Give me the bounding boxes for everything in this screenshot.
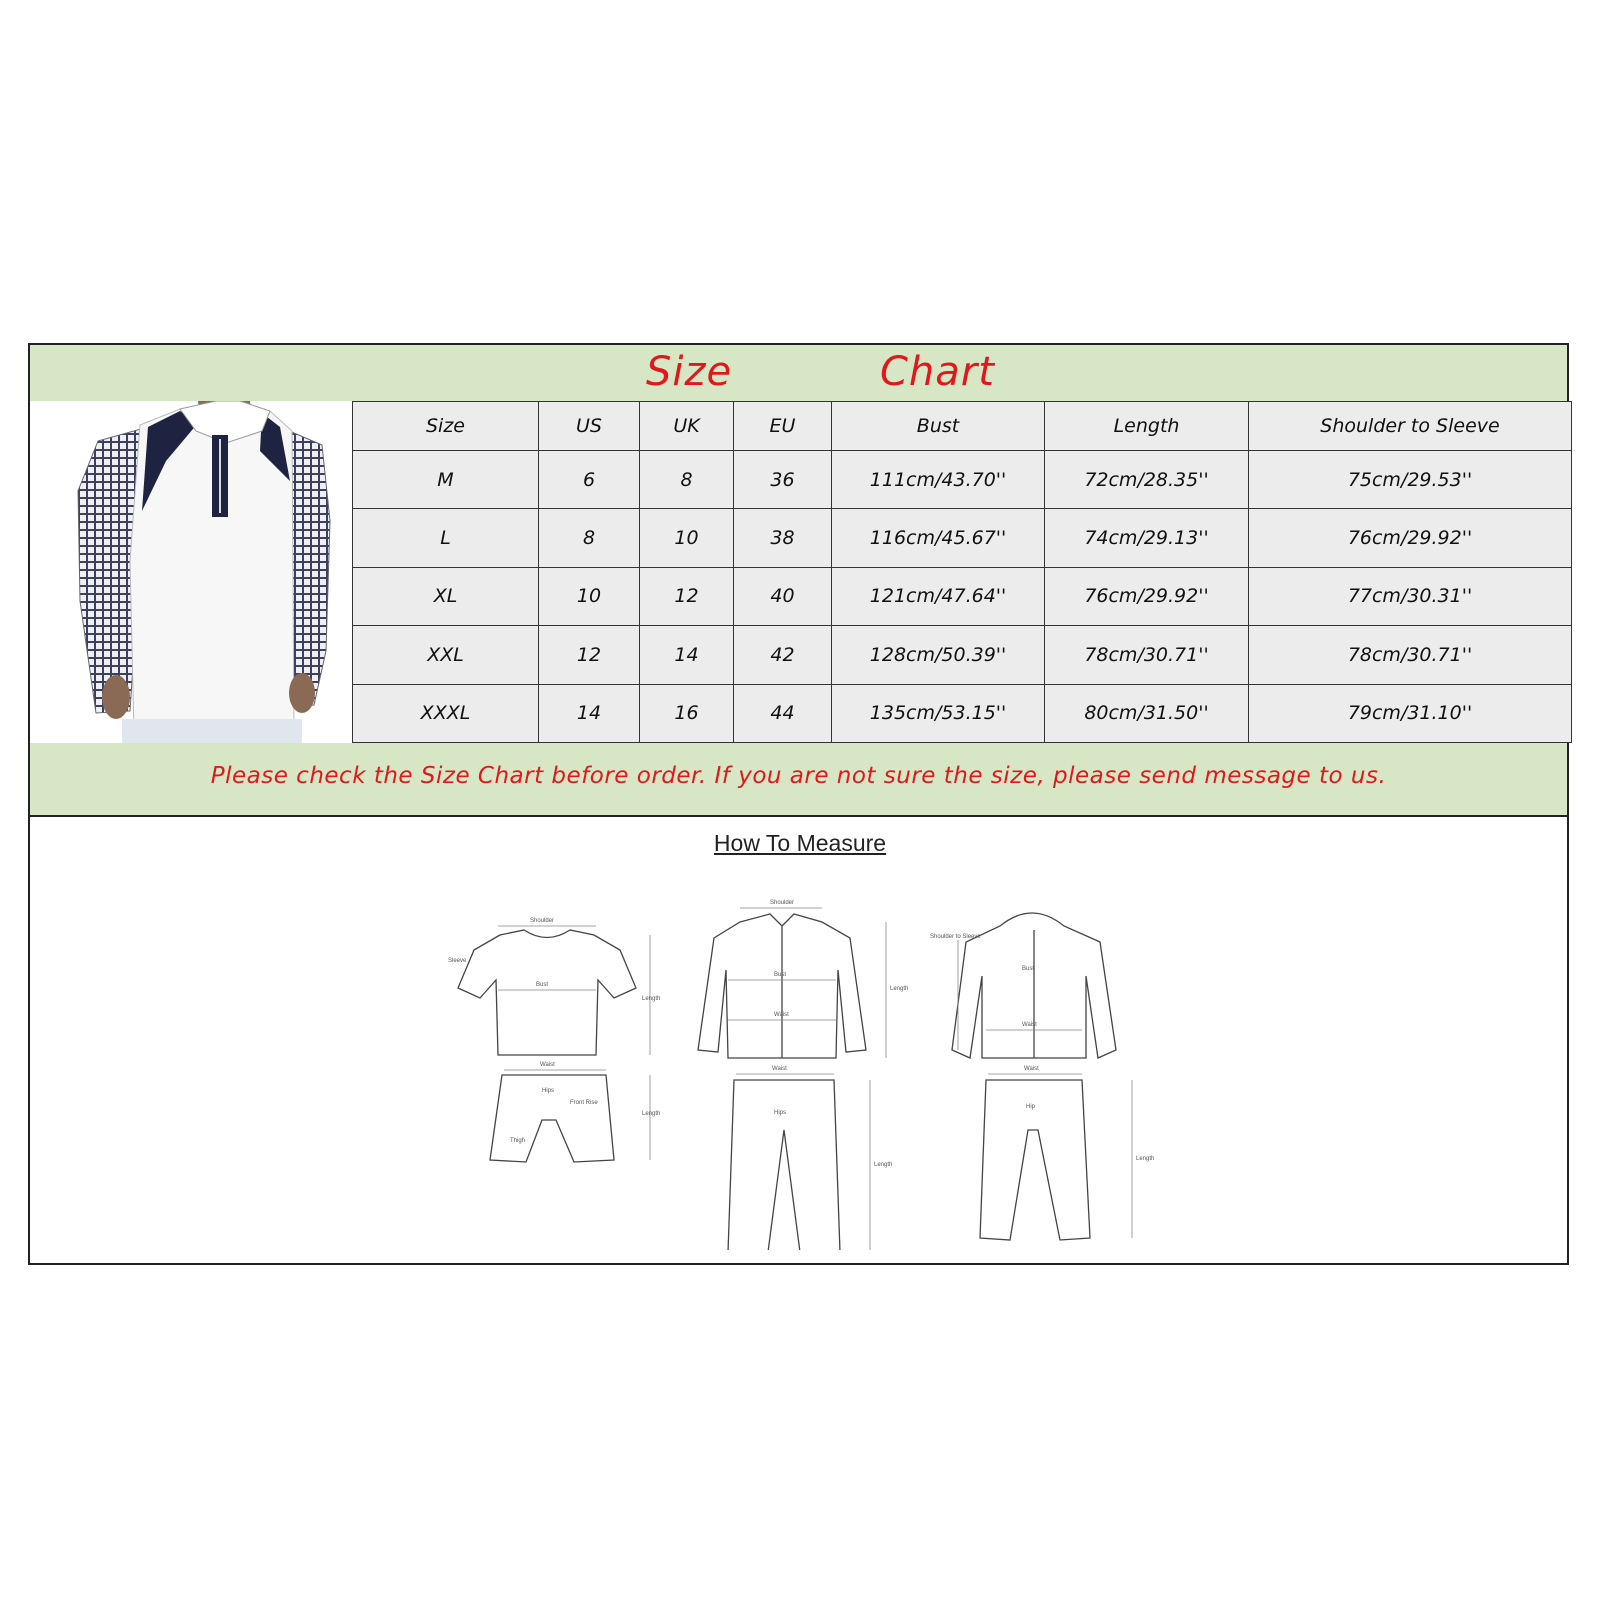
cell-shoulder-to-sleeve: 75cm/29.53'' [1249, 451, 1572, 509]
label-bust: Bust [536, 982, 549, 988]
cell-length: 76cm/29.92'' [1045, 567, 1249, 625]
cell-uk: 10 [640, 509, 734, 567]
label-sleeve: Sleeve [448, 958, 467, 964]
cell-us: 6 [539, 451, 640, 509]
header-us: US [539, 402, 640, 451]
order-note: Please check the Size Chart before order. If you are not sure the size, please send message to us. [210, 763, 1387, 789]
cell-us: 8 [539, 509, 640, 567]
cell-uk: 16 [640, 684, 734, 742]
label-waist-hoodie: Waist [1022, 1022, 1037, 1028]
label-length-joggers: Length [1136, 1156, 1155, 1162]
label-shoulder-shirt: Shoulder [770, 900, 795, 906]
trousers-icon [728, 1080, 840, 1250]
polo-shirt-icon [30, 401, 352, 743]
table-row [353, 509, 1572, 567]
label-shoulder: Shoulder [530, 918, 555, 924]
table-row [353, 684, 1572, 742]
how-to-measure [410, 830, 1190, 1250]
cell-bust: 111cm/43.70'' [832, 451, 1045, 509]
table-row [353, 567, 1572, 625]
cell-eu: 36 [734, 451, 832, 509]
product-photo [30, 401, 352, 743]
cell-uk: 12 [640, 567, 734, 625]
cell-length: 72cm/28.35'' [1045, 451, 1249, 509]
cell-shoulder-to-sleeve: 77cm/30.31'' [1249, 567, 1572, 625]
cell-size: M [353, 451, 539, 509]
table-row [353, 451, 1572, 509]
title-band [30, 345, 1567, 401]
cell-length: 80cm/31.50'' [1045, 684, 1249, 742]
label-bust-hoodie: Bust [1022, 966, 1035, 972]
cell-shoulder-to-sleeve: 79cm/31.10'' [1249, 684, 1572, 742]
label-waist-shirt: Waist [774, 1012, 789, 1018]
label-length-shorts: Length [642, 1111, 661, 1117]
label-hips: Hips [542, 1088, 555, 1094]
measure-title: How To Measure [713, 830, 887, 856]
tshirt-icon [458, 930, 636, 1055]
cell-bust: 135cm/53.15'' [832, 684, 1045, 742]
label-waist-trousers: Waist [772, 1066, 787, 1072]
label-length-trousers: Length [874, 1162, 893, 1168]
cell-uk: 14 [640, 626, 734, 684]
cell-size: XL [353, 567, 539, 625]
label-shoulder-to-sleeve: Shoulder to Sleeve [930, 934, 981, 940]
table-header-row [353, 402, 1572, 451]
label-length-shirt: Length [890, 986, 909, 992]
table-row [353, 626, 1572, 684]
cell-eu: 38 [734, 509, 832, 567]
cell-bust: 128cm/50.39'' [832, 626, 1045, 684]
cell-shoulder-to-sleeve: 76cm/29.92'' [1249, 509, 1572, 567]
title-size: Size [646, 349, 733, 395]
label-hip-joggers: Hip [1026, 1104, 1036, 1110]
cell-us: 10 [539, 567, 640, 625]
label-hips-trousers: Hips [774, 1110, 787, 1116]
header-eu: EU [734, 402, 832, 451]
cell-eu: 42 [734, 626, 832, 684]
cell-length: 74cm/29.13'' [1045, 509, 1249, 567]
cell-uk: 8 [640, 451, 734, 509]
header-size: Size [353, 402, 539, 451]
cell-bust: 116cm/45.67'' [832, 509, 1045, 567]
header-bust: Bust [832, 402, 1045, 451]
cell-size: XXXL [353, 684, 539, 742]
label-length: Length [642, 996, 661, 1002]
label-waist-joggers: Waist [1024, 1066, 1039, 1072]
cell-us: 14 [539, 684, 640, 742]
cell-bust: 121cm/47.64'' [832, 567, 1045, 625]
title-chart: Chart [880, 349, 995, 395]
cell-eu: 44 [734, 684, 832, 742]
note-band [30, 743, 1567, 817]
cell-shoulder-to-sleeve: 78cm/30.71'' [1249, 626, 1572, 684]
label-front-rise: Front Rise [570, 1100, 598, 1106]
cell-eu: 40 [734, 567, 832, 625]
header-shoulder-to-sleeve: Shoulder to Sleeve [1249, 402, 1572, 451]
label-waist: Waist [540, 1062, 555, 1068]
size-chart-frame [28, 343, 1569, 1265]
header-uk: UK [640, 402, 734, 451]
measure-diagrams [410, 830, 1190, 1250]
cell-us: 12 [539, 626, 640, 684]
cell-size: XXL [353, 626, 539, 684]
label-thigh: Thigh [510, 1138, 526, 1144]
size-table [352, 401, 1572, 743]
header-length: Length [1045, 402, 1249, 451]
cell-size: L [353, 509, 539, 567]
label-bust-shirt: Bust [774, 972, 787, 978]
cell-length: 78cm/30.71'' [1045, 626, 1249, 684]
